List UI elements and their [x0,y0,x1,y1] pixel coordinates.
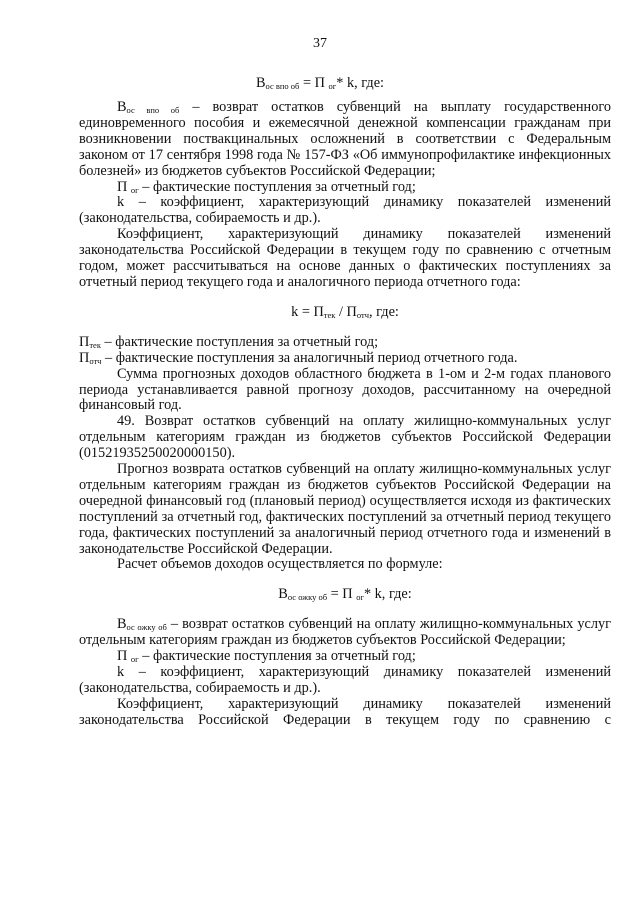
formula-return-housing: $В_{ос ожку об} = П$ $_{ог}$* k, где: [278,586,412,603]
definition-k-2: k – коэффициент, характеризующий динамику показателей изменений (законодательства, собираемость и др.). [79,664,611,696]
paragraph-item-49: 49. Возврат остатков субвенций на оплату жилищно-коммунальных услуг отдельным категориям граждан из бюджетов субъектов Российской Федерации (01521935250020000150). [79,413,611,462]
definition-p-tek: $П_{тек}$ – фактические поступления за отчетный год; [79,333,379,350]
formula-return-vaccination: $В_{ос впо об} = П$ $_{ог}$* k, где: [255,75,385,91]
paragraph-coefficient: Коэффициент, характеризующий динамику показателей изменений законодательства Российской Федерации в текущем году по сравнению с отчетным годом, может рассчитываться на основе данных о фактических поступлениях за отчетный период текущего года и аналогичного периода отчетного года: [79,226,611,290]
definition-p-otch: $П_{отч}$ – фактические поступления за аналогичный период отчетного года. [79,349,518,366]
document-body [79,100,611,729]
paragraph-calculation: Расчет объемов доходов осуществляется по формуле: [117,556,443,573]
paragraph-coefficient-2: Коэффициент, характеризующий динамику показателей изменений законодательства Российской Федерации в текущем году по сравнению с [79,695,611,728]
paragraph-forecast: Прогноз возврата остатков субвенций на оплату жилищно-коммунальных услуг отдельным категориям граждан из бюджетов субъектов Российской Федерации на очередной финансовый год (плановый период) осуществляется исходя из фактических поступлений за отчетный год, фактических поступлений за отчетный период текущего года, фактических поступлений за аналогичный период отчетного года и изменений в законодательстве Российской Федерации. [79,461,611,557]
definition-p-og: П $_{ог}$ – фактические поступления за отчетный год; [117,178,416,195]
formula-k: $k = П_{тек} / П_{отч}$, где: [291,303,399,320]
definition-b-vaccination: $В_{ос впо об}$ – возврат остатков субвенций на выплату государственного единовременного пособия и ежемесячной денежной компенсации гражданам при возникновении поствакцинальных осложнений в соответствии с Федеральным законом от 17 сентября 1998 года № 157-ФЗ «Об иммунопрофилактике инфекционных болезней» из бюджетов субъектов Российской Федерации; [79,99,611,179]
paragraph-sum-forecast: Сумма прогнозных доходов областного бюджета в 1-ом и 2-м годах планового периода устанавливается равной прогнозу доходов, рассчитанному на очередной финансовый год. [79,365,611,414]
definition-p-og-2: П $_{ог}$ – фактические поступления за отчетный год; [117,648,416,665]
definition-k: k – коэффициент, характеризующий динамику показателей изменений (законодательства, собираемость и др.). [79,194,611,227]
definition-b-housing: $В_{ос ожку об}$ – возврат остатков субвенций на оплату жилищно-коммунальных услуг отдельным категориям граждан из бюджетов субъектов Российской Федерации; [79,616,611,649]
page-number: 37 [313,36,327,51]
